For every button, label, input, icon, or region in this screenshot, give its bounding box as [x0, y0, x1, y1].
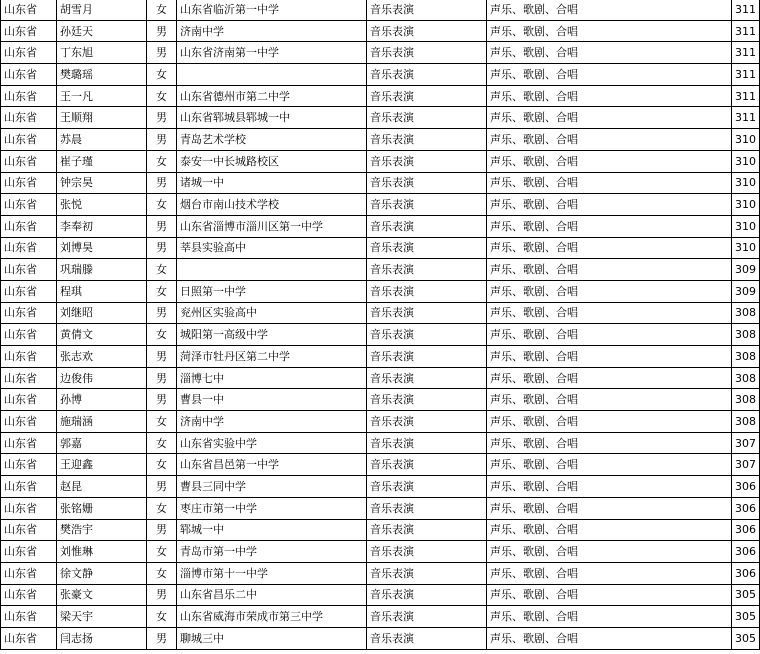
table-row [1, 497, 760, 519]
table-row [1, 280, 760, 302]
score-cell: 310 [732, 215, 760, 237]
province-cell: 山东省 [1, 259, 57, 281]
school-cell: 青岛市第一中学 [177, 541, 367, 563]
score-cell: 308 [732, 346, 760, 368]
province-cell: 山东省 [1, 476, 57, 498]
name-cell: 王迎鑫 [57, 454, 147, 476]
direction-cell: 声乐、歌剧、合唱 [487, 259, 732, 281]
direction-cell: 声乐、歌剧、合唱 [487, 150, 732, 172]
school-cell: 山东省昌乐二中 [177, 584, 367, 606]
name-cell: 崔子瑾 [57, 150, 147, 172]
province-cell: 山东省 [1, 346, 57, 368]
direction-cell: 声乐、歌剧、合唱 [487, 302, 732, 324]
score-cell: 310 [732, 129, 760, 151]
direction-cell: 声乐、歌剧、合唱 [487, 432, 732, 454]
province-cell: 山东省 [1, 0, 57, 20]
province-cell: 山东省 [1, 302, 57, 324]
name-cell: 黄倩文 [57, 324, 147, 346]
province-cell: 山东省 [1, 324, 57, 346]
gender-cell: 男 [147, 346, 177, 368]
name-cell: 苏晨 [57, 129, 147, 151]
direction-cell: 声乐、歌剧、合唱 [487, 627, 732, 649]
direction-cell: 声乐、歌剧、合唱 [487, 129, 732, 151]
school-cell [177, 259, 367, 281]
gender-cell: 女 [147, 64, 177, 86]
score-cell: 308 [732, 324, 760, 346]
gender-cell: 女 [147, 85, 177, 107]
province-cell: 山东省 [1, 432, 57, 454]
school-cell: 济南中学 [177, 20, 367, 42]
school-cell: 郓城一中 [177, 519, 367, 541]
score-cell: 311 [732, 107, 760, 129]
name-cell: 钟宗昊 [57, 172, 147, 194]
score-cell: 306 [732, 519, 760, 541]
score-cell: 308 [732, 389, 760, 411]
score-cell: 310 [732, 172, 760, 194]
province-cell: 山东省 [1, 237, 57, 259]
gender-cell: 男 [147, 302, 177, 324]
direction-cell: 声乐、歌剧、合唱 [487, 324, 732, 346]
name-cell: 刘继昭 [57, 302, 147, 324]
gender-cell: 男 [147, 172, 177, 194]
name-cell: 边俊伟 [57, 367, 147, 389]
score-cell: 308 [732, 367, 760, 389]
school-cell: 菏泽市牡丹区第二中学 [177, 346, 367, 368]
major-cell: 音乐表演 [367, 194, 487, 216]
gender-cell: 男 [147, 389, 177, 411]
major-cell: 音乐表演 [367, 280, 487, 302]
gender-cell: 女 [147, 497, 177, 519]
table-row [1, 0, 760, 20]
direction-cell: 声乐、歌剧、合唱 [487, 194, 732, 216]
major-cell: 音乐表演 [367, 215, 487, 237]
direction-cell: 声乐、歌剧、合唱 [487, 562, 732, 584]
table-row [1, 20, 760, 42]
direction-cell: 声乐、歌剧、合唱 [487, 476, 732, 498]
score-cell: 309 [732, 259, 760, 281]
province-cell: 山东省 [1, 497, 57, 519]
school-cell: 山东省德州市第二中学 [177, 85, 367, 107]
school-cell: 山东省昌邑第一中学 [177, 454, 367, 476]
province-cell: 山东省 [1, 172, 57, 194]
school-cell: 济南中学 [177, 411, 367, 433]
province-cell: 山东省 [1, 541, 57, 563]
school-cell: 山东省实验中学 [177, 432, 367, 454]
province-cell: 山东省 [1, 584, 57, 606]
direction-cell: 声乐、歌剧、合唱 [487, 42, 732, 64]
province-cell: 山东省 [1, 389, 57, 411]
score-cell: 311 [732, 42, 760, 64]
direction-cell: 声乐、歌剧、合唱 [487, 454, 732, 476]
name-cell: 李奉初 [57, 215, 147, 237]
major-cell: 音乐表演 [367, 389, 487, 411]
major-cell: 音乐表演 [367, 107, 487, 129]
table-row [1, 259, 760, 281]
table-row [1, 454, 760, 476]
name-cell: 胡雪月 [57, 0, 147, 20]
major-cell: 音乐表演 [367, 432, 487, 454]
name-cell: 郭嘉 [57, 432, 147, 454]
table-row [1, 215, 760, 237]
gender-cell: 男 [147, 367, 177, 389]
name-cell: 樊浩宇 [57, 519, 147, 541]
table-row [1, 194, 760, 216]
table-row [1, 627, 760, 649]
major-cell: 音乐表演 [367, 64, 487, 86]
school-cell: 日照第一中学 [177, 280, 367, 302]
name-cell: 张志欢 [57, 346, 147, 368]
table-row [1, 42, 760, 64]
gender-cell: 男 [147, 42, 177, 64]
gender-cell: 男 [147, 519, 177, 541]
province-cell: 山东省 [1, 107, 57, 129]
direction-cell: 声乐、歌剧、合唱 [487, 107, 732, 129]
score-cell: 306 [732, 497, 760, 519]
table-row [1, 541, 760, 563]
gender-cell: 男 [147, 20, 177, 42]
gender-cell: 女 [147, 432, 177, 454]
name-cell: 孙博 [57, 389, 147, 411]
major-cell: 音乐表演 [367, 476, 487, 498]
gender-cell: 男 [147, 476, 177, 498]
name-cell: 施瑞涵 [57, 411, 147, 433]
major-cell: 音乐表演 [367, 584, 487, 606]
name-cell: 张铭姗 [57, 497, 147, 519]
table-body [1, 0, 760, 649]
gender-cell: 女 [147, 541, 177, 563]
school-cell: 淄博七中 [177, 367, 367, 389]
score-cell: 310 [732, 237, 760, 259]
score-cell: 310 [732, 150, 760, 172]
major-cell: 音乐表演 [367, 497, 487, 519]
province-cell: 山东省 [1, 367, 57, 389]
major-cell: 音乐表演 [367, 129, 487, 151]
score-cell: 307 [732, 454, 760, 476]
gender-cell: 女 [147, 280, 177, 302]
name-cell: 张悦 [57, 194, 147, 216]
gender-cell: 男 [147, 107, 177, 129]
major-cell: 音乐表演 [367, 172, 487, 194]
score-cell: 305 [732, 584, 760, 606]
province-cell: 山东省 [1, 411, 57, 433]
table-row [1, 389, 760, 411]
table-row [1, 64, 760, 86]
name-cell: 刘惟琳 [57, 541, 147, 563]
province-cell: 山东省 [1, 519, 57, 541]
school-cell: 诸城一中 [177, 172, 367, 194]
gender-cell: 男 [147, 215, 177, 237]
score-cell: 306 [732, 562, 760, 584]
major-cell: 音乐表演 [367, 20, 487, 42]
direction-cell: 声乐、歌剧、合唱 [487, 237, 732, 259]
direction-cell: 声乐、歌剧、合唱 [487, 411, 732, 433]
table-row [1, 324, 760, 346]
table-row [1, 172, 760, 194]
score-cell: 311 [732, 0, 760, 20]
gender-cell: 女 [147, 194, 177, 216]
major-cell: 音乐表演 [367, 454, 487, 476]
direction-cell: 声乐、歌剧、合唱 [487, 346, 732, 368]
province-cell: 山东省 [1, 627, 57, 649]
score-cell: 311 [732, 20, 760, 42]
province-cell: 山东省 [1, 606, 57, 628]
school-cell: 曹县三同中学 [177, 476, 367, 498]
table-row [1, 411, 760, 433]
province-cell: 山东省 [1, 215, 57, 237]
name-cell: 王顺翔 [57, 107, 147, 129]
major-cell: 音乐表演 [367, 541, 487, 563]
province-cell: 山东省 [1, 129, 57, 151]
table-row [1, 367, 760, 389]
direction-cell: 声乐、歌剧、合唱 [487, 367, 732, 389]
province-cell: 山东省 [1, 64, 57, 86]
gender-cell: 女 [147, 324, 177, 346]
direction-cell: 声乐、歌剧、合唱 [487, 0, 732, 20]
province-cell: 山东省 [1, 454, 57, 476]
school-cell: 泰安一中长城路校区 [177, 150, 367, 172]
score-cell: 306 [732, 476, 760, 498]
table-row [1, 519, 760, 541]
name-cell: 闫志扬 [57, 627, 147, 649]
score-cell: 308 [732, 411, 760, 433]
school-cell: 山东省郓城县郓城一中 [177, 107, 367, 129]
gender-cell: 女 [147, 606, 177, 628]
name-cell: 丁东旭 [57, 42, 147, 64]
table-row [1, 476, 760, 498]
province-cell: 山东省 [1, 150, 57, 172]
direction-cell: 声乐、歌剧、合唱 [487, 64, 732, 86]
major-cell: 音乐表演 [367, 324, 487, 346]
gender-cell: 女 [147, 259, 177, 281]
score-cell: 309 [732, 280, 760, 302]
province-cell: 山东省 [1, 20, 57, 42]
gender-cell: 女 [147, 562, 177, 584]
table-row [1, 562, 760, 584]
major-cell: 音乐表演 [367, 346, 487, 368]
name-cell: 梁天宇 [57, 606, 147, 628]
table-row [1, 237, 760, 259]
table-row [1, 302, 760, 324]
table-row [1, 432, 760, 454]
name-cell: 樊璐瑶 [57, 64, 147, 86]
name-cell: 徐文静 [57, 562, 147, 584]
gender-cell: 男 [147, 237, 177, 259]
major-cell: 音乐表演 [367, 606, 487, 628]
table-row [1, 606, 760, 628]
gender-cell: 女 [147, 411, 177, 433]
major-cell: 音乐表演 [367, 627, 487, 649]
school-cell: 山东省临沂第一中学 [177, 0, 367, 20]
school-cell: 烟台市南山技术学校 [177, 194, 367, 216]
school-cell: 青岛艺术学校 [177, 129, 367, 151]
direction-cell: 声乐、歌剧、合唱 [487, 584, 732, 606]
score-cell: 311 [732, 64, 760, 86]
major-cell: 音乐表演 [367, 519, 487, 541]
score-cell: 311 [732, 85, 760, 107]
province-cell: 山东省 [1, 280, 57, 302]
table-row [1, 584, 760, 606]
major-cell: 音乐表演 [367, 562, 487, 584]
direction-cell: 声乐、歌剧、合唱 [487, 280, 732, 302]
school-cell: 枣庄市第一中学 [177, 497, 367, 519]
table-row [1, 129, 760, 151]
gender-cell: 男 [147, 584, 177, 606]
province-cell: 山东省 [1, 562, 57, 584]
name-cell: 巩瑞滕 [57, 259, 147, 281]
direction-cell: 声乐、歌剧、合唱 [487, 389, 732, 411]
major-cell: 音乐表演 [367, 0, 487, 20]
score-cell: 307 [732, 432, 760, 454]
gender-cell: 女 [147, 454, 177, 476]
name-cell: 孙廷天 [57, 20, 147, 42]
major-cell: 音乐表演 [367, 150, 487, 172]
school-cell: 山东省济南第一中学 [177, 42, 367, 64]
table-row [1, 346, 760, 368]
gender-cell: 男 [147, 627, 177, 649]
name-cell: 张豪文 [57, 584, 147, 606]
province-cell: 山东省 [1, 42, 57, 64]
gender-cell: 女 [147, 150, 177, 172]
major-cell: 音乐表演 [367, 367, 487, 389]
direction-cell: 声乐、歌剧、合唱 [487, 606, 732, 628]
school-cell: 兖州区实验高中 [177, 302, 367, 324]
name-cell: 刘博昊 [57, 237, 147, 259]
table-row [1, 85, 760, 107]
direction-cell: 声乐、歌剧、合唱 [487, 85, 732, 107]
province-cell: 山东省 [1, 194, 57, 216]
score-cell: 310 [732, 194, 760, 216]
major-cell: 音乐表演 [367, 302, 487, 324]
major-cell: 音乐表演 [367, 237, 487, 259]
school-cell: 淄博市第十一中学 [177, 562, 367, 584]
direction-cell: 声乐、歌剧、合唱 [487, 20, 732, 42]
gender-cell: 男 [147, 129, 177, 151]
score-cell: 305 [732, 627, 760, 649]
school-cell: 莘县实验高中 [177, 237, 367, 259]
major-cell: 音乐表演 [367, 42, 487, 64]
gender-cell: 女 [147, 0, 177, 20]
major-cell: 音乐表演 [367, 259, 487, 281]
school-cell [177, 64, 367, 86]
school-cell: 城阳第一高级中学 [177, 324, 367, 346]
name-cell: 王一凡 [57, 85, 147, 107]
school-cell: 山东省威海市荣成市第三中学 [177, 606, 367, 628]
direction-cell: 声乐、歌剧、合唱 [487, 172, 732, 194]
score-cell: 306 [732, 541, 760, 563]
direction-cell: 声乐、歌剧、合唱 [487, 497, 732, 519]
table-row [1, 150, 760, 172]
score-cell: 305 [732, 606, 760, 628]
school-cell: 聊城三中 [177, 627, 367, 649]
direction-cell: 声乐、歌剧、合唱 [487, 519, 732, 541]
school-cell: 山东省淄博市淄川区第一中学 [177, 215, 367, 237]
major-cell: 音乐表演 [367, 411, 487, 433]
major-cell: 音乐表演 [367, 85, 487, 107]
direction-cell: 声乐、歌剧、合唱 [487, 215, 732, 237]
direction-cell: 声乐、歌剧、合唱 [487, 541, 732, 563]
score-cell: 308 [732, 302, 760, 324]
school-cell: 曹县一中 [177, 389, 367, 411]
province-cell: 山东省 [1, 85, 57, 107]
name-cell: 赵昆 [57, 476, 147, 498]
name-cell: 程琪 [57, 280, 147, 302]
table-row [1, 107, 760, 129]
